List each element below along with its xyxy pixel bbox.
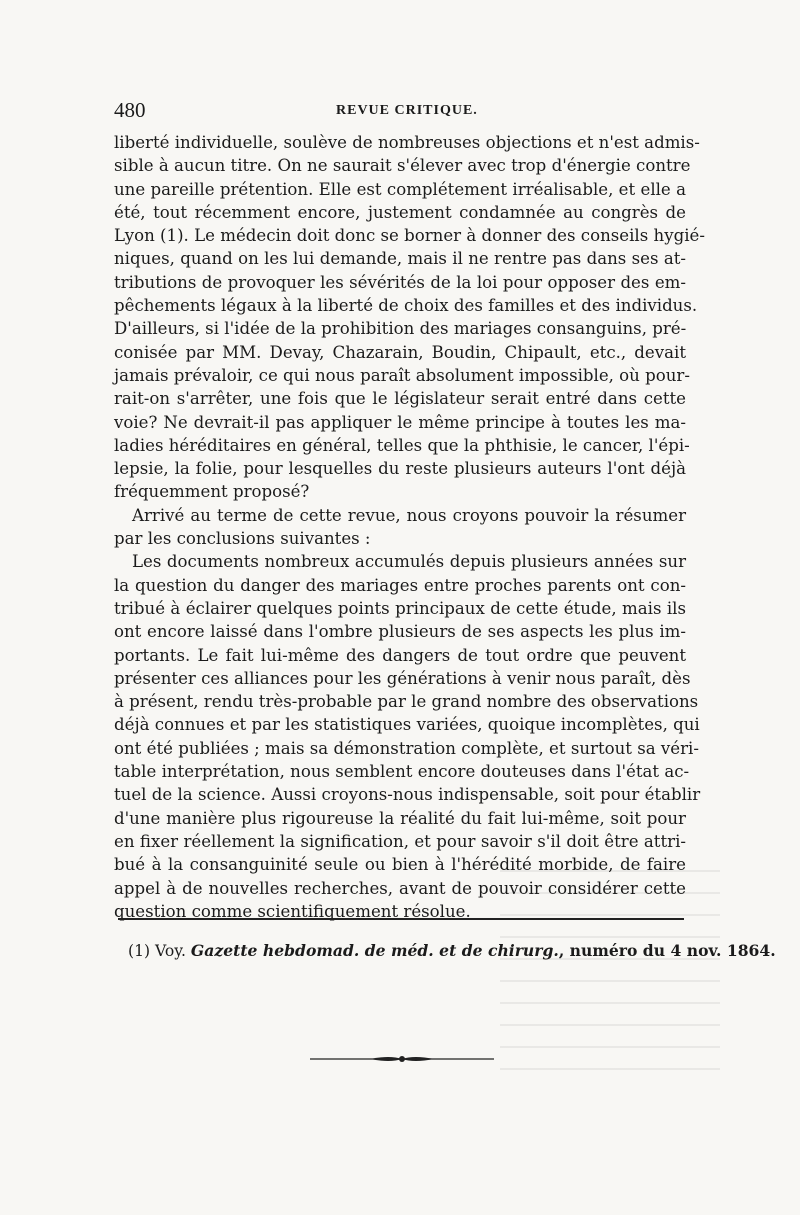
- page-header: [114, 96, 686, 126]
- text-line: appel à de nouvelles recherches, avant de pouvoir considérer cette: [114, 878, 686, 898]
- text-line: voie? Ne devrait-il pas appliquer le même principe à toutes les ma-: [114, 412, 686, 432]
- running-head: REVUE CRITIQUE.: [336, 103, 478, 118]
- text-line: question comme scientifiquement résolue.: [114, 901, 471, 921]
- text-line: tributions de provoquer les sévérités de la loi pour opposer des em-: [114, 272, 686, 292]
- text-line: une pareille prétention. Elle est complétement irréalisable, et elle a: [114, 179, 686, 199]
- text-line: niques, quand on les lui demande, mais il ne rentre pas dans ses at-: [114, 249, 686, 269]
- body-text: [114, 131, 705, 923]
- footnote-journal: Gazette hebdomad. de méd. et de chirurg.: [190, 941, 559, 960]
- page-number: 480: [114, 98, 146, 122]
- text-line: par les conclusions suivantes :: [114, 529, 371, 549]
- ornament-divider: [310, 1052, 494, 1066]
- text-line: bué à la consanguinité seule ou bien à l'hérédité morbide, de faire: [114, 855, 686, 875]
- text-line: présenter ces alliances pour les générations à venir nous paraît, dès: [114, 668, 691, 688]
- text-line: sible à aucun titre. On ne saurait s'élever avec trop d'énergie contre: [114, 156, 691, 176]
- text-line: ladies héréditaires en général, telles que la phthisie, le cancer, l'épi-: [114, 435, 690, 455]
- text-line: Les documents nombreux accumulés depuis plusieurs années sur: [132, 552, 686, 572]
- text-line: d'une manière plus rigoureuse la réalité du fait lui-même, soit pour: [114, 808, 686, 828]
- footnote-rule: [118, 918, 684, 920]
- text-line: Lyon (1). Le médecin doit donc se borner à donner des conseils hygié-: [114, 226, 705, 246]
- text-line: rait-on s'arrêter, une fois que le législateur serait entré dans cette: [114, 389, 686, 409]
- text-line: déjà connues et par les statistiques variées, quoique incomplètes, qui: [114, 715, 700, 735]
- text-line: fréquemment proposé?: [114, 482, 310, 502]
- text-line: pêchements légaux à la liberté de choix des familles et des individus.: [114, 296, 698, 316]
- text-line: ont encore laissé dans l'ombre plusieurs de ses aspects les plus im-: [114, 622, 686, 642]
- text-line: tribué à éclairer quelques points principaux de cette étude, mais ils: [114, 598, 686, 618]
- text-line: tuel de la science. Aussi croyons-nous indispensable, soit pour établir: [114, 785, 701, 805]
- text-line: ont été publiées ; mais sa démonstration complète, et surtout sa véri-: [114, 738, 699, 758]
- text-line: été, tout récemment encore, justement condamnée au congrès de: [114, 202, 686, 222]
- text-line: table interprétation, nous semblent encore douteuses dans l'état ac-: [114, 762, 690, 782]
- text-line: lepsie, la folie, pour lesquelles du reste plusieurs auteurs l'ont déjà: [114, 459, 686, 479]
- text-line: en fixer réellement la signification, et pour savoir s'il doit être attri-: [114, 831, 686, 851]
- text-line: la question du danger des mariages entre proches parents ont con-: [114, 575, 686, 595]
- text-line: conisée par MM. Devay, Chazarain, Boudin, Chipault, etc., devait: [114, 342, 686, 362]
- footnote-lead: (1) Voy.: [128, 942, 191, 960]
- text-line: liberté individuelle, soulève de nombreuses objections et n'est admis-: [114, 133, 700, 152]
- footnote: [128, 940, 776, 962]
- text-line: Arrivé au terme de cette revue, nous croyons pouvoir la résumer: [132, 505, 686, 525]
- text-line: à présent, rendu très-probable par le grand nombre des observations: [114, 692, 699, 712]
- text-line: jamais prévaloir, ce qui nous paraît absolument impossible, où pour-: [114, 365, 690, 385]
- footnote-tail: , numéro du 4 nov. 1864.: [558, 941, 776, 960]
- text-line: D'ailleurs, si l'idée de la prohibition des mariages consanguins, pré-: [114, 319, 687, 339]
- text-line: portants. Le fait lui-même des dangers de tout ordre que peuvent: [114, 645, 686, 665]
